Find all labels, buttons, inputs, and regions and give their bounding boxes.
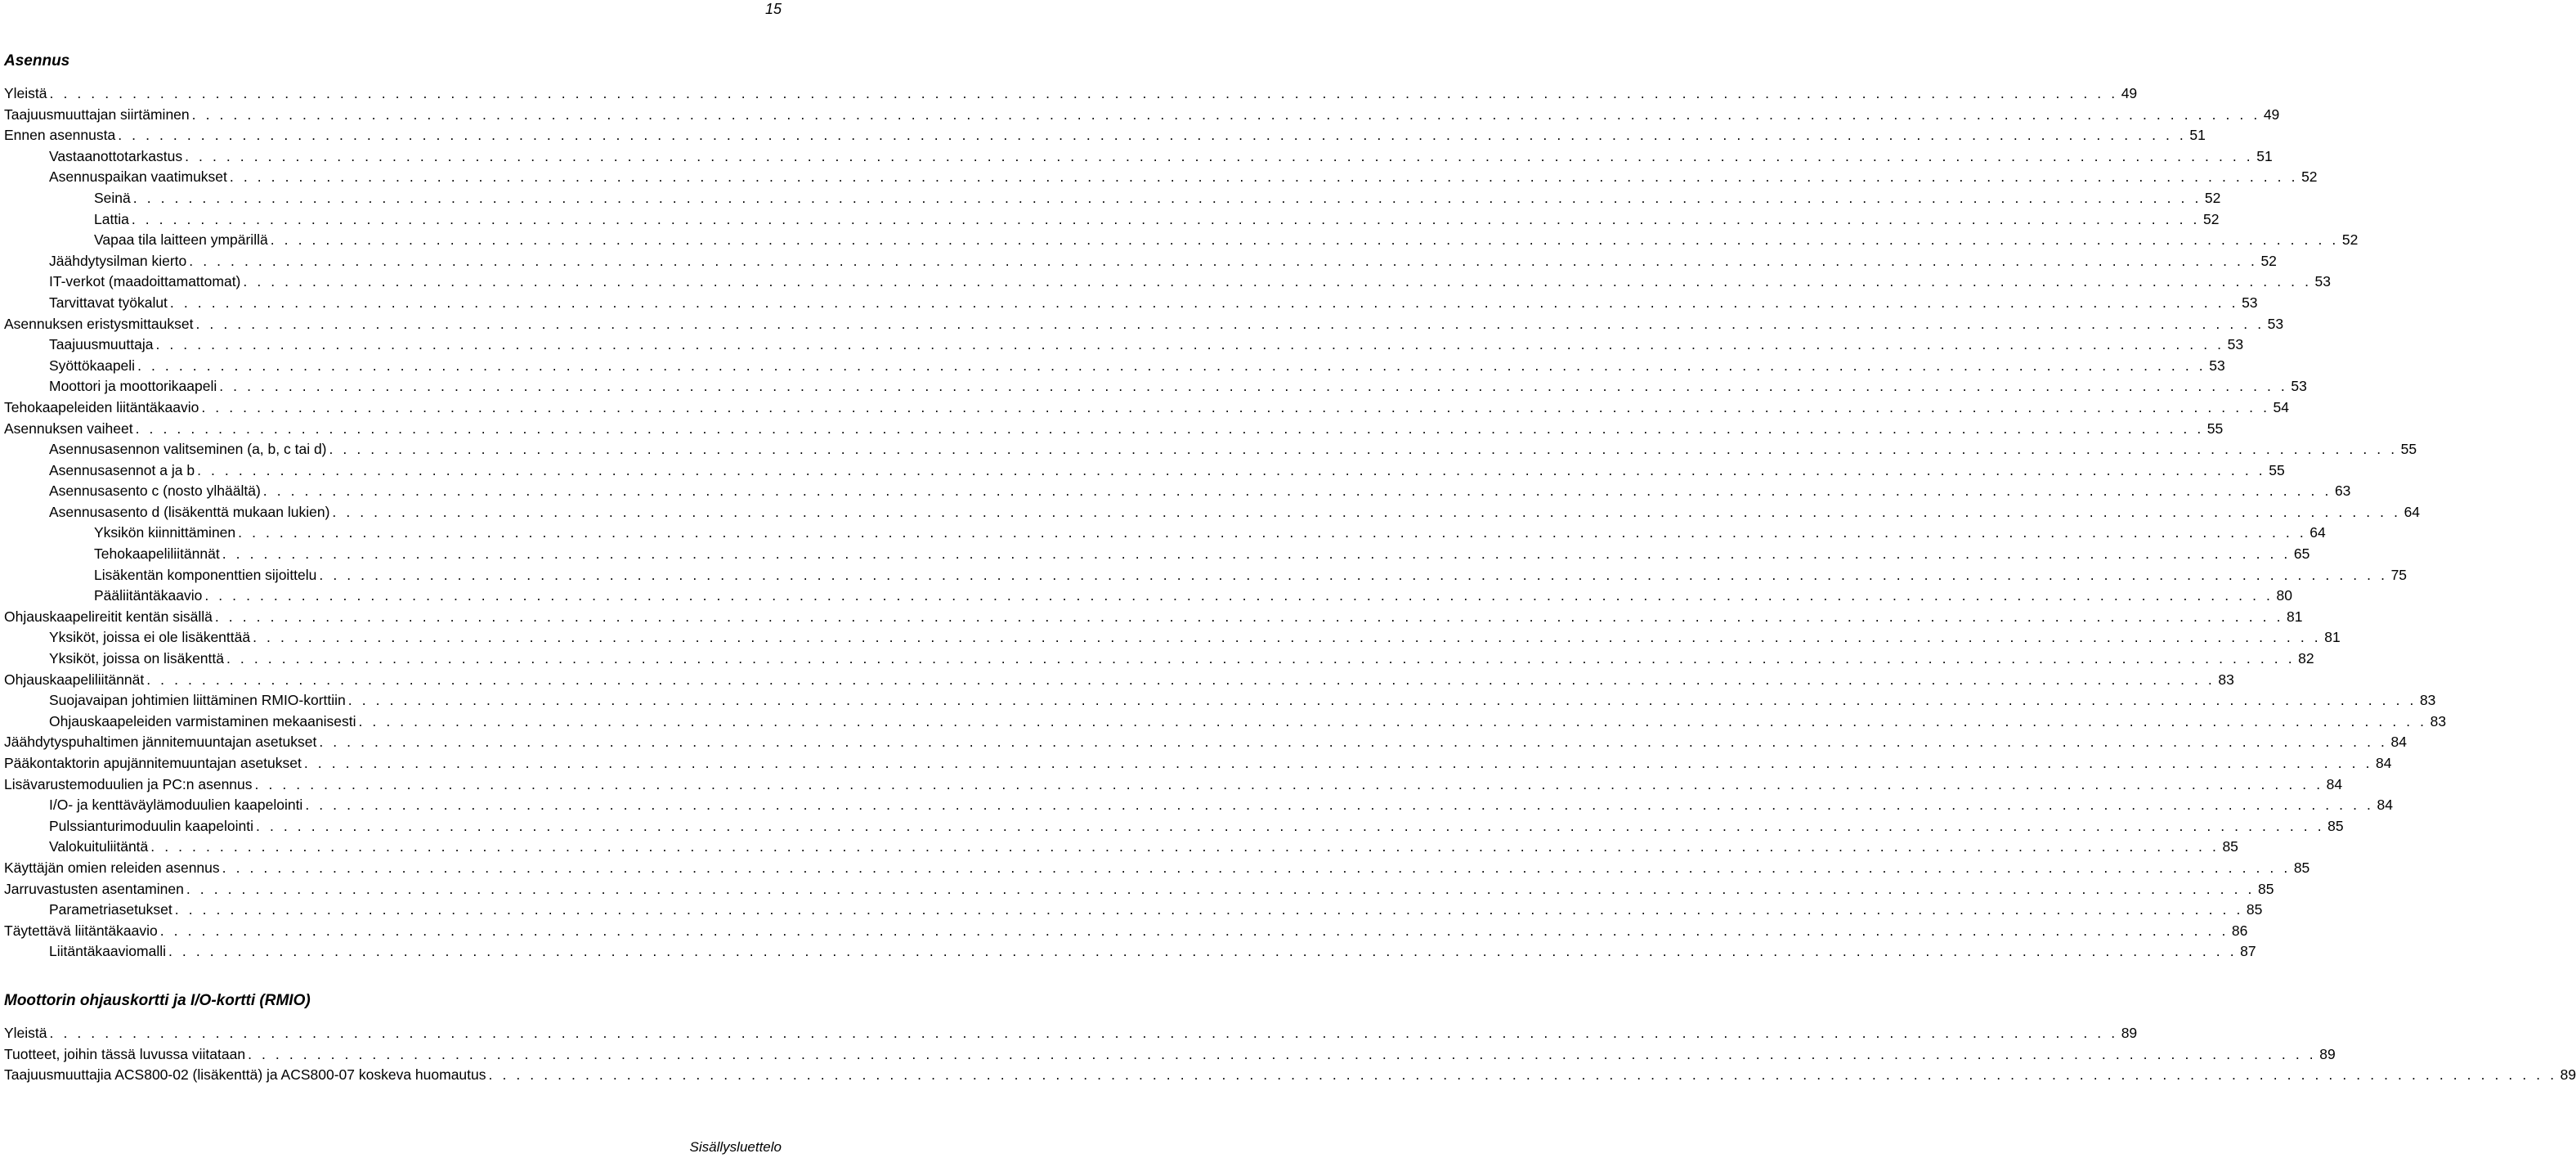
dot-leader: . . . . . . . . . . . . . . . . . . . . . . . . . . . . . . . . . . . . . . . . . . . . . . . . . . . . . . . . . . . . . . . . . . . . . . . . . . . . . . . . . . . . . . . . . . . . . . . . . . . . . . . . . . . . . . . . . . . . . . . . . . . . . . . . . . . . . . . . . . . . . . . . . . . . . . [332,503,2401,520]
dot-leader: . . . . . . . . . . . . . . . . . . . . . . . . . . . . . . . . . . . . . . . . . . . . . . . . . . . . . . . . . . . . . . . . . . . . . . . . . . . . . . . . . . . . . . . . . . . . . . . . . . . . . . . . . . . . . . . . . . . . . . . . . . . . . . . . . . . . . . . . . . . . . . . . . . . . . . [305,797,2374,814]
toc-entry-title: I/O- ja kenttäväylämoduulien kaapelointi [49,797,303,814]
toc-entry[interactable] [4,105,2280,126]
toc-entry-title: Taajuusmuuttajia ACS800-02 (lisäkenttä) ja ACS800-07 koskeva huomautus [4,1066,486,1084]
toc-entry[interactable] [4,711,2447,733]
dot-leader: . . . . . . . . . . . . . . . . . . . . . . . . . . . . . . . . . . . . . . . . . . . . . . . . . . . . . . . . . . . . . . . . . . . . . . . . . . . . . . . . . . . . . . . . . . . . . . . . . . . . . . . . . . . . . . . . . . . . . . . . . . . . . . . . . . . . . . . . . . . . . . . . . . . . . . [135,420,2204,437]
section-heading-asennus: Asennus [4,52,70,70]
toc-entry-page-number: 87 [2240,943,2256,960]
toc-entry-title: Täytettävä liitäntäkaavio [4,922,158,939]
toc-entry-title: Tehokaapeliliitännät [94,545,220,563]
toc-entry-title: Jäähdytysilman kierto [49,252,187,269]
toc-entry-title: Lattia [94,210,129,227]
toc-list-rmio [4,1023,2576,1086]
toc-entry[interactable] [4,837,2238,858]
toc-entry[interactable] [4,774,2343,796]
toc-entry-page-number: 84 [2390,734,2407,751]
toc-entry[interactable] [4,941,2256,963]
dot-leader: . . . . . . . . . . . . . . . . . . . . . . . . . . . . . . . . . . . . . . . . . . . . . . . . . . . . . . . . . . . . . . . . . . . . . . . . . . . . . . . . . . . . . . . . . . . . . . . . . . . . . . . . . . . . . . . . . . . . . . . . . . . . . . . . . . . . . . . . . . . . . . . . . . . . . . [132,189,2202,206]
dot-leader: . . . . . . . . . . . . . . . . . . . . . . . . . . . . . . . . . . . . . . . . . . . . . . . . . . . . . . . . . . . . . . . . . . . . . . . . . . . . . . . . . . . . . . . . . . . . . . . . . . . . . . . . . . . . . . . . . . . . . . . . . . . . . . . . . . . . . . . . . . . . . . . . . . . . . . [226,650,2296,667]
toc-entry-page-number: 53 [2227,336,2244,353]
dot-leader: . . . . . . . . . . . . . . . . . . . . . . . . . . . . . . . . . . . . . . . . . . . . . . . . . . . . . . . . . . . . . . . . . . . . . . . . . . . . . . . . . . . . . . . . . . . . . . . . . . . . . . . . . . . . . . . . . . . . . . . . . . . . . . . . . . . . . . . . . . . . . . . . . . . . . . [146,671,2215,688]
toc-entry[interactable] [4,816,2344,837]
toc-entry[interactable] [4,314,2284,335]
page-number: 15 [764,1,782,17]
toc-entry[interactable] [4,481,2351,502]
toc-entry-page-number: 53 [2267,315,2284,332]
toc-entry-title: Vapaa tila laitteen ympärillä [94,231,268,249]
dot-leader: . . . . . . . . . . . . . . . . . . . . . . . . . . . . . . . . . . . . . . . . . . . . . . . . . . . . . . . . . . . . . . . . . . . . . . . . . . . . . . . . . . . . . . . . . . . . . . . . . . . . . . . . . . . . . . . . . . . . . . . . . . . . . . . . . . . . . . . . . . . . . . . . . . . . . . [131,210,2200,227]
toc-entry[interactable] [4,230,2359,251]
toc-entry-title: Asennusasento c (nosto ylhäältä) [49,482,261,500]
toc-entry[interactable] [4,690,2436,711]
dot-leader: . . . . . . . . . . . . . . . . . . . . . . . . . . . . . . . . . . . . . . . . . . . . . . . . . . . . . . . . . . . . . . . . . . . . . . . . . . . . . . . . . . . . . . . . . . . . . . . . . . . . . . . . . . . . . . . . . . . . . . . . . . . . . . . . . . . . . . . . . . . . . . . . . . . . . . [262,482,2332,500]
toc-entry-title: Pääliitäntäkaavio [94,587,203,604]
dot-leader: . . . . . . . . . . . . . . . . . . . . . . . . . . . . . . . . . . . . . . . . . . . . . . . . . . . . . . . . . . . . . . . . . . . . . . . . . . . . . . . . . . . . . . . . . . . . . . . . . . . . . . . . . . . . . . . . . . . . . . . . . . . . . . . . . . . . . . . . . . . . . . . . . . . . . . [254,775,2323,792]
toc-entry-title: Suojavaipan johtimien liittäminen RMIO-korttiin [49,692,346,709]
dot-leader: . . . . . . . . . . . . . . . . . . . . . . . . . . . . . . . . . . . . . . . . . . . . . . . . . . . . . . . . . . . . . . . . . . . . . . . . . . . . . . . . . . . . . . . . . . . . . . . . . . . . . . . . . . . . . . . . . . . . . . . . . . . . . . . . . . . . . . . . . . . . . . . . . . . . . . [219,378,2288,395]
toc-entry-page-number: 85 [2293,859,2310,876]
toc-entry-page-number: 52 [2260,252,2277,269]
toc-entry-page-number: 53 [2209,357,2225,374]
dot-leader: . . . . . . . . . . . . . . . . . . . . . . . . . . . . . . . . . . . . . . . . . . . . . . . . . . . . . . . . . . . . . . . . . . . . . . . . . . . . . . . . . . . . . . . . . . . . . . . . . . . . . . . . . . . . . . . . . . . . . . . . . . . . . . . . . . . . . . . . . . . . . . . . . . . . . . [201,398,2270,415]
toc-entry-page-number: 89 [2121,1025,2138,1041]
toc-entry-page-number: 49 [2121,85,2138,101]
toc-entry[interactable] [4,209,2220,231]
dot-leader: . . . . . . . . . . . . . . . . . . . . . . . . . . . . . . . . . . . . . . . . . . . . . . . . . . . . . . . . . . . . . . . . . . . . . . . . . . . . . . . . . . . . . . . . . . . . . . . . . . . . . . . . . . . . . . . . . . . . . . . . . . . . . . . . . . . . . . . . . . . . . . . . . . . . . . [253,629,2322,646]
toc-entry-title: Yleistä [4,85,47,101]
section-heading-rmio: Moottorin ohjauskortti ja I/O-kortti (RMIO) [4,992,311,1009]
dot-leader: . . . . . . . . . . . . . . . . . . . . . . . . . . . . . . . . . . . . . . . . . . . . . . . . . . . . . . . . . . . . . . . . . . . . . . . . . . . . . . . . . . . . . . . . . . . . . . . . . . . . . . . . . . . . . . . . . . . . . . . . . . . . . . . . . . . . . . . . . . . . . . . . . . . . . . [191,105,2260,123]
toc-entry-page-number: 80 [2276,587,2292,604]
toc-entry-page-number: 85 [2327,817,2344,834]
toc-entry-title: Pääkontaktorin apujännitemuuntajan asetukset [4,755,302,771]
toc-entry-page-number: 65 [2293,545,2310,563]
toc-entry[interactable] [4,753,2392,774]
toc-entry[interactable] [4,565,2408,586]
dot-leader: . . . . . . . . . . . . . . . . . . . . . . . . . . . . . . . . . . . . . . . . . . . . . . . . . . . . . . . . . . . . . . . . . . . . . . . . . . . . . . . . . . . . . . . . . . . . . . . . . . . . . . . . . . . . . . . . . . . . . . . . . . . . . . . . . . . . . . . . . . . . . . . . . . . . . . [150,838,2220,855]
toc-entry-title: Asennuspaikan vaatimukset [49,168,227,186]
toc-entry-page-number: 52 [2301,168,2318,186]
dot-leader: . . . . . . . . . . . . . . . . . . . . . . . . . . . . . . . . . . . . . . . . . . . . . . . . . . . . . . . . . . . . . . . . . . . . . . . . . . . . . . . . . . . . . . . . . . . . . . . . . . . . . . . . . . . . . . . . . . . . . . . . . . . . . . . . . . . . . . . . . . . . . . . . . . . . . . [243,273,2312,290]
dot-leader: . . . . . . . . . . . . . . . . . . . . . . . . . . . . . . . . . . . . . . . . . . . . . . . . . . . . . . . . . . . . . . . . . . . . . . . . . . . . . . . . . . . . . . . . . . . . . . . . . . . . . . . . . . . . . . . . . . . . . . . . . . . . . . . . . . . . . . . . . . . . . . . . . . . . . . [347,692,2417,709]
toc-entry[interactable] [4,544,2310,565]
footer-label: Sisällysluettelo [689,1139,782,1155]
toc-entry-title: Syöttökaapeli [49,357,136,374]
toc-entry-page-number: 81 [2287,608,2303,625]
toc-entry-page-number: 85 [2258,880,2274,897]
toc-entry[interactable] [4,732,2407,753]
toc-entry[interactable] [4,1065,2576,1086]
dot-leader: . . . . . . . . . . . . . . . . . . . . . . . . . . . . . . . . . . . . . . . . . . . . . . . . . . . . . . . . . . . . . . . . . . . . . . . . . . . . . . . . . . . . . . . . . . . . . . . . . . . . . . . . . . . . . . . . . . . . . . . . . . . . . . . . . . . . . . . . . . . . . . . . . . . . . . [214,608,2284,625]
toc-entry-page-number: 83 [2430,712,2447,729]
toc-entry[interactable] [4,356,2225,377]
toc-entry-title: Tehokaapeleiden liitäntäkaavio [4,398,199,415]
toc-entry[interactable] [4,460,2285,482]
toc-entry-title: Yksiköt, joissa on lisäkenttä [49,650,224,667]
dot-leader: . . . . . . . . . . . . . . . . . . . . . . . . . . . . . . . . . . . . . . . . . . . . . . . . . . . . . . . . . . . . . . . . . . . . . . . . . . . . . . . . . . . . . . . . . . . . . . . . . . . . . . . . . . . . . . . . . . . . . . . . . . . . . . . . . . . . . . . . . . . . . . . . . . . . . . [270,231,2339,249]
toc-entry[interactable] [4,146,2273,168]
toc-entry-title: Ohjauskaapelireitit kentän sisällä [4,608,213,625]
toc-entry-page-number: 55 [2269,461,2285,478]
toc-entry[interactable] [4,1044,2336,1066]
toc-entry-title: Asennusasennon valitseminen (a, b, c tai d) [49,441,327,458]
dot-leader: . . . . . . . . . . . . . . . . . . . . . . . . . . . . . . . . . . . . . . . . . . . . . . . . . . . . . . . . . . . . . . . . . . . . . . . . . . . . . . . . . . . . . . . . . . . . . . . . . . . . . . . . . . . . . . . . . . . . . . . . . . . . . . . . . . . . . . . . . . . . . . . . . . . . . . [159,922,2229,939]
toc-entry-page-number: 51 [2256,147,2273,164]
toc-entry[interactable] [4,125,2206,146]
dot-leader: . . . . . . . . . . . . . . . . . . . . . . . . . . . . . . . . . . . . . . . . . . . . . . . . . . . . . . . . . . . . . . . . . . . . . . . . . . . . . . . . . . . . . . . . . . . . . . . . . . . . . . . . . . . . . . . . . . . . . . . . . . . . . . . . . . . . . . . . . . . . . . . . . . . . . . [256,817,2325,834]
toc-entry[interactable] [4,188,2221,209]
dot-leader: . . . . . . . . . . . . . . . . . . . . . . . . . . . . . . . . . . . . . . . . . . . . . . . . . . . . . . . . . . . . . . . . . . . . . . . . . . . . . . . . . . . . . . . . . . . . . . . . . . . . . . . . . . . . . . . . . . . . . . . . . . . . . . . . . . . . . . . . . . . . . . . . . . . . . . [238,524,2307,541]
toc-entry-page-number: 85 [2222,838,2238,855]
dot-leader: . . . . . . . . . . . . . . . . . . . . . . . . . . . . . . . . . . . . . . . . . . . . . . . . . . . . . . . . . . . . . . . . . . . . . . . . . . . . . . . . . . . . . . . . . . . . . . . . . . . . . . . . . . . . . . . . . . . . . . . . . . . . . . . . . . . . . . . . . . . . . . . . . . . . . . [174,901,2243,918]
dot-leader: . . . . . . . . . . . . . . . . . . . . . . . . . . . . . . . . . . . . . . . . . . . . . . . . . . . . . . . . . . . . . . . . . . . . . . . . . . . . . . . . . . . . . . . . . . . . . . . . . . . . . . . . . . . . . . . . . . . . . . . . . . . . . . . . . . . . . . . . . . . . . . . . . . . . . . [222,545,2291,563]
toc-entry[interactable] [4,921,2248,942]
toc-entry-page-number: 84 [2376,755,2392,771]
toc-entry-page-number: 49 [2263,105,2280,123]
toc-entry-page-number: 84 [2377,797,2393,814]
toc-entry-title: Ohjauskaapeleiden varmistaminen mekaanisesti [49,712,356,729]
dot-leader: . . . . . . . . . . . . . . . . . . . . . . . . . . . . . . . . . . . . . . . . . . . . . . . . . . . . . . . . . . . . . . . . . . . . . . . . . . . . . . . . . . . . . . . . . . . . . . . . . . . . . . . . . . . . . . . . . . . . . . . . . . . . . . . . . . . . . . . . . . . . . . . . . . . . . . [329,441,2398,458]
toc-entry-page-number: 83 [2419,692,2436,709]
dot-leader: . . . . . . . . . . . . . . . . . . . . . . . . . . . . . . . . . . . . . . . . . . . . . . . . . . . . . . . . . . . . . . . . . . . . . . . . . . . . . . . . . . . . . . . . . . . . . . . . . . . . . . . . . . . . . . . . . . . . . . . . . . . . . . . . . . . . . . . . . . . . . . . . . . . . . . [155,336,2224,353]
toc-entry-title: Seinä [94,189,131,206]
toc-entry-page-number: 64 [2309,524,2326,541]
toc-entry[interactable] [4,83,2138,105]
toc-entry-title: Valokuituliitäntä [49,838,149,855]
toc-entry-page-number: 89 [2319,1045,2336,1062]
toc-entry-title: Asennusasento d (lisäkenttä mukaan lukien) [49,503,330,520]
toc-entry[interactable] [4,670,2234,691]
dot-leader: . . . . . . . . . . . . . . . . . . . . . . . . . . . . . . . . . . . . . . . . . . . . . . . . . . . . . . . . . . . . . . . . . . . . . . . . . . . . . . . . . . . . . . . . . . . . . . . . . . . . . . . . . . . . . . . . . . . . . . . . . . . . . . . . . . . . . . . . . . . . . . . . . . . . . . [222,859,2291,876]
toc-entry[interactable] [4,167,2318,188]
toc-entry[interactable] [4,334,2244,356]
toc-entry[interactable] [4,272,2332,293]
toc-entry[interactable] [4,858,2310,879]
dot-leader: . . . . . . . . . . . . . . . . . . . . . . . . . . . . . . . . . . . . . . . . . . . . . . . . . . . . . . . . . . . . . . . . . . . . . . . . . . . . . . . . . . . . . . . . . . . . . . . . . . . . . . . . . . . . . . . . . . . . . . . . . . . . . . . . . . . . . . . . . . . . . . . . . . . . . . [189,252,2258,269]
toc-entry-title: Lisäkentän komponenttien sijoittelu [94,566,317,583]
dot-leader: . . . . . . . . . . . . . . . . . . . . . . . . . . . . . . . . . . . . . . . . . . . . . . . . . . . . . . . . . . . . . . . . . . . . . . . . . . . . . . . . . . . . . . . . . . . . . . . . . . . . . . . . . . . . . . . . . . . . . . . . . . . . . . . . . . . . . . . . . . . . . . . . . . . . . . [248,1045,2317,1062]
toc-entry-title: Asennuksen eristysmittaukset [4,315,194,332]
toc-entry-page-number: 84 [2326,775,2343,792]
dot-leader: . . . . . . . . . . . . . . . . . . . . . . . . . . . . . . . . . . . . . . . . . . . . . . . . . . . . . . . . . . . . . . . . . . . . . . . . . . . . . . . . . . . . . . . . . . . . . . . . . . . . . . . . . . . . . . . . . . . . . . . . . . . . . . . . . . . . . . . . . . . . . . . . . . . . . . [169,294,2239,311]
toc-entry[interactable] [4,900,2263,921]
dot-leader: . . . . . . . . . . . . . . . . . . . . . . . . . . . . . . . . . . . . . . . . . . . . . . . . . . . . . . . . . . . . . . . . . . . . . . . . . . . . . . . . . . . . . . . . . . . . . . . . . . . . . . . . . . . . . . . . . . . . . . . . . . . . . . . . . . . . . . . . . . . . . . . . . . . . . . [168,943,2238,960]
toc-entry-title: Tuotteet, joihin tässä luvussa viitataan [4,1045,246,1062]
toc-entry[interactable] [4,502,2421,523]
dot-leader: . . . . . . . . . . . . . . . . . . . . . . . . . . . . . . . . . . . . . . . . . . . . . . . . . . . . . . . . . . . . . . . . . . . . . . . . . . . . . . . . . . . . . . . . . . . . . . . . . . . . . . . . . . . . . . . . . . . . . . . . . . . . . . . . . . . . . . . . . . . . . . . . . . . . . . [229,168,2299,186]
toc-entry-page-number: 51 [2189,127,2206,144]
toc-entry-page-number: 89 [2560,1066,2576,1084]
toc-entry-page-number: 52 [2341,231,2359,249]
toc-entry-page-number: 64 [2404,503,2421,520]
dot-leader: . . . . . . . . . . . . . . . . . . . . . . . . . . . . . . . . . . . . . . . . . . . . . . . . . . . . . . . . . . . . . . . . . . . . . . . . . . . . . . . . . . . . . . . . . . . . . . . . . . . . . . . . . . . . . . . . . . . . . . . . . . . . . . . . . . . . . . . . . . . . . . . . . . . . . . [319,734,2388,751]
toc-entry-title: Yksikön kiinnittäminen [94,524,236,541]
toc-entry[interactable] [4,523,2326,544]
toc-entry[interactable] [4,1023,2138,1044]
dot-leader: . . . . . . . . . . . . . . . . . . . . . . . . . . . . . . . . . . . . . . . . . . . . . . . . . . . . . . . . . . . . . . . . . . . . . . . . . . . . . . . . . . . . . . . . . . . . . . . . . . . . . . . . . . . . . . . . . . . . . . . . . . . . . . . . . . . . . . . . . . . . . . . . . . . . . . [197,461,2266,478]
toc-entry-page-number: 85 [2246,901,2263,918]
toc-entry[interactable] [4,607,2303,628]
dot-leader: . . . . . . . . . . . . . . . . . . . . . . . . . . . . . . . . . . . . . . . . . . . . . . . . . . . . . . . . . . . . . . . . . . . . . . . . . . . . . . . . . . . . . . . . . . . . . . . . . . . . . . . . . . . . . . . . . . . . . . . . . . . . . . . . . . . . . . . . . . . . . . . . . . . . . . [488,1066,2557,1084]
toc-entry-title: Lisävarustemoduulien ja PC:n asennus [4,775,253,792]
dot-leader: . . . . . . . . . . . . . . . . . . . . . . . . . . . . . . . . . . . . . . . . . . . . . . . . . . . . . . . . . . . . . . . . . . . . . . . . . . . . . . . . . . . . . . . . . . . . . . . . . . . . . . . . . . . . . . . . . . . . . . . . . . . . . . . . . . . . . . . . . . . . . . . . . . . . . . [303,755,2373,771]
toc-entry-title: Taajuusmuuttaja [49,336,154,353]
toc-entry[interactable] [4,627,2341,649]
toc-entry-title: Jarruvastusten asentaminen [4,880,184,897]
toc-entry[interactable] [4,251,2277,272]
toc-entry[interactable] [4,376,2307,397]
toc-entry-page-number: 53 [2291,378,2307,395]
toc-entry-page-number: 75 [2390,566,2408,583]
dot-leader: . . . . . . . . . . . . . . . . . . . . . . . . . . . . . . . . . . . . . . . . . . . . . . . . . . . . . . . . . . . . . . . . . . . . . . . . . . . . . . . . . . . . . . . . . . . . . . . . . . . . . . . . . . . . . . . . . . . . . . . . . . . . . . . . . . . . . . . . . . . . . . . . . . . . . . [195,315,2265,332]
toc-entry[interactable] [4,293,2258,314]
dot-leader: . . . . . . . . . . . . . . . . . . . . . . . . . . . . . . . . . . . . . . . . . . . . . . . . . . . . . . . . . . . . . . . . . . . . . . . . . . . . . . . . . . . . . . . . . . . . . . . . . . . . . . . . . . . . . . . . . . . . . . . . . . . . . . . . . . . . . . . . . . . . . . . . . . . . . . [319,566,2388,583]
toc-entry[interactable] [4,795,2393,816]
toc-entry[interactable] [4,586,2292,607]
toc-entry[interactable] [4,397,2289,419]
toc-entry-page-number: 54 [2273,398,2289,415]
toc-entry-title: Moottori ja moottorikaapeli [49,378,217,395]
toc-entry-page-number: 83 [2218,671,2234,688]
toc-list-asennus [4,83,2447,963]
toc-entry-page-number: 81 [2324,629,2341,646]
toc-entry-page-number: 55 [2400,441,2417,458]
toc-entry-title: Liitäntäkaaviomalli [49,943,166,960]
toc-entry-title: Ohjauskaapeliliitännät [4,671,145,688]
dot-leader: . . . . . . . . . . . . . . . . . . . . . . . . . . . . . . . . . . . . . . . . . . . . . . . . . . . . . . . . . . . . . . . . . . . . . . . . . . . . . . . . . . . . . . . . . . . . . . . . . . . . . . . . . . . . . . . . . . . . . . . . . . . . . . . . . . . . . . . . . . . . . . . . . . . . . . [186,880,2255,897]
dot-leader: . . . . . . . . . . . . . . . . . . . . . . . . . . . . . . . . . . . . . . . . . . . . . . . . . . . . . . . . . . . . . . . . . . . . . . . . . . . . . . . . . . . . . . . . . . . . . . . . . . . . . . . . . . . . . . . . . . . . . . . . . . . . . . . . . . . . . . . . . . . . . . . . . . . . . . [49,1025,2118,1041]
toc-entry[interactable] [4,649,2314,670]
toc-entry-title: Yleistä [4,1025,47,1041]
toc-entry-title: Asennusasennot a ja b [49,461,195,478]
toc-entry-title: Ennen asennusta [4,127,116,144]
toc-entry-title: Tarvittavat työkalut [49,294,168,311]
dot-leader: . . . . . . . . . . . . . . . . . . . . . . . . . . . . . . . . . . . . . . . . . . . . . . . . . . . . . . . . . . . . . . . . . . . . . . . . . . . . . . . . . . . . . . . . . . . . . . . . . . . . . . . . . . . . . . . . . . . . . . . . . . . . . . . . . . . . . . . . . . . . . . . . . . . . . . [49,85,2118,101]
toc-entry-page-number: 53 [2314,273,2332,290]
toc-entry-title: Vastaanottotarkastus [49,147,183,164]
toc-entry-title: IT-verkot (maadoittamattomat) [49,273,241,290]
dot-leader: . . . . . . . . . . . . . . . . . . . . . . . . . . . . . . . . . . . . . . . . . . . . . . . . . . . . . . . . . . . . . . . . . . . . . . . . . . . . . . . . . . . . . . . . . . . . . . . . . . . . . . . . . . . . . . . . . . . . . . . . . . . . . . . . . . . . . . . . . . . . . . . . . . . . . . [204,587,2274,604]
toc-entry-title: Taajuusmuuttajan siirtäminen [4,105,190,123]
toc-entry[interactable] [4,419,2224,440]
dot-leader: . . . . . . . . . . . . . . . . . . . . . . . . . . . . . . . . . . . . . . . . . . . . . . . . . . . . . . . . . . . . . . . . . . . . . . . . . . . . . . . . . . . . . . . . . . . . . . . . . . . . . . . . . . . . . . . . . . . . . . . . . . . . . . . . . . . . . . . . . . . . . . . . . . . . . . [118,127,2187,144]
toc-entry[interactable] [4,879,2274,900]
toc-entry-title: Yksiköt, joissa ei ole lisäkenttää [49,629,251,646]
toc-entry[interactable] [4,439,2417,460]
toc-entry-title: Asennuksen vaiheet [4,420,133,437]
dot-leader: . . . . . . . . . . . . . . . . . . . . . . . . . . . . . . . . . . . . . . . . . . . . . . . . . . . . . . . . . . . . . . . . . . . . . . . . . . . . . . . . . . . . . . . . . . . . . . . . . . . . . . . . . . . . . . . . . . . . . . . . . . . . . . . . . . . . . . . . . . . . . . . . . . . . . . [185,147,2254,164]
toc-entry-title: Käyttäjän omien releiden asennus [4,859,220,876]
toc-entry-title: Jäähdytyspuhaltimen jännitemuuntajan asetukset [4,734,317,751]
dot-leader: . . . . . . . . . . . . . . . . . . . . . . . . . . . . . . . . . . . . . . . . . . . . . . . . . . . . . . . . . . . . . . . . . . . . . . . . . . . . . . . . . . . . . . . . . . . . . . . . . . . . . . . . . . . . . . . . . . . . . . . . . . . . . . . . . . . . . . . . . . . . . . . . . . . . . . [358,712,2427,729]
dot-leader: . . . . . . . . . . . . . . . . . . . . . . . . . . . . . . . . . . . . . . . . . . . . . . . . . . . . . . . . . . . . . . . . . . . . . . . . . . . . . . . . . . . . . . . . . . . . . . . . . . . . . . . . . . . . . . . . . . . . . . . . . . . . . . . . . . . . . . . . . . . . . . . . . . . . . . [137,357,2206,374]
toc-entry-page-number: 52 [2202,210,2220,227]
toc-entry-page-number: 55 [2206,420,2224,437]
toc-entry-title: Pulssianturimoduulin kaapelointi [49,817,254,834]
toc-entry-title: Parametriasetukset [49,901,172,918]
toc-entry-page-number: 52 [2204,189,2221,206]
toc-entry-page-number: 53 [2242,294,2258,311]
toc-entry-page-number: 82 [2298,650,2314,667]
toc-entry-page-number: 86 [2231,922,2248,939]
toc-entry-page-number: 63 [2334,482,2351,500]
